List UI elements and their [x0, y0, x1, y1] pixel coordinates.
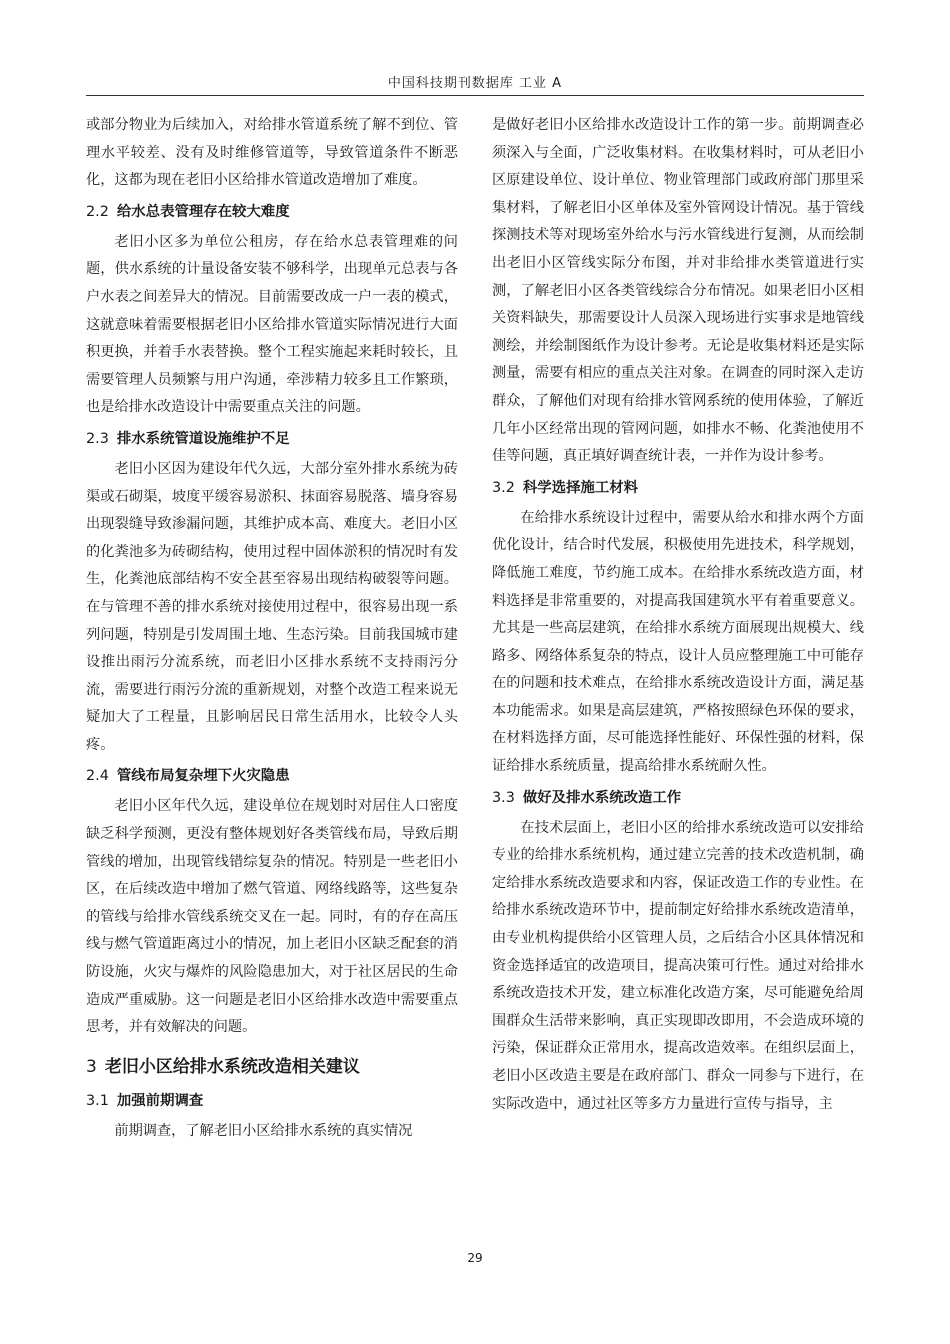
paragraph-2-3: 老旧小区因为建设年代久远，大部分室外排水系统为砖渠或石砌渠，坡度平缓容易淤积、抹面容易脱落、墙身容易出现裂缝导致渗漏问题，其维护成本高、难度大。老旧小区的化粪池多为砖砌结构，使用过程中固体淤积的情况时有发生，化粪池底部结构不安全甚至容易出现结构破裂等问题。在与管理不善的排水系统对接使用过程中，很容易出现一系列问题，特别是引发周围土地、生态污染。目前我国城市建设推出雨污分流系统，而老旧小区排水系统不支持雨污分流，需要进行雨污分流的重新规划，对整个改造工程来说无疑加大了工程量，且影响居民日常生活用水，比较令人头疼。 [86, 460, 458, 753]
paragraph-2-2: 老旧小区多为单位公租房，存在给水总表管理难的问题，供水系统的计量设备安装不够科学，出现单元总表与各户水表之间差异大的情况。目前需要改成一户一表的模式，这就意味着需要根据老旧小区给排水管道实际情况进行大面积更换，并着手水表替换。整个工程实施起来耗时较长，且需要管理人员频繁与用户沟通，牵涉精力较多且工作繁琐，也是给排水改造设计中需要重点关注的问题。 [86, 233, 458, 416]
paragraph-3-1-start: 前期调查，了解老旧小区给排水系统的真实情况 [114, 1122, 413, 1139]
section-title: 科学选择施工材料 [522, 479, 639, 496]
section-heading-2-4 [86, 761, 458, 791]
section-title: 加强前期调查 [116, 1092, 204, 1109]
section-title: 给水总表管理存在较大难度 [116, 203, 290, 220]
section-number: 2.2 [86, 203, 109, 220]
section-number: 3.2 [492, 479, 515, 496]
page-number: 29 [467, 1251, 483, 1265]
chapter-heading-3 [86, 1050, 458, 1084]
section-heading-3-3 [492, 783, 864, 813]
running-header: 中国科技期刊数据库 工业 A [387, 76, 563, 91]
section-heading-3-2 [492, 473, 864, 503]
section-heading-2-2 [86, 197, 458, 227]
paragraph-3-1-continuation: 是做好老旧小区给排水改造设计工作的第一步。前期调查必须深入与全面，广泛收集材料。在收集材料时，可从老旧小区原建设单位、设计单位、物业管理部门或政府部门那里采集材料，了解老旧小区单体及室外管网设计情况。基于管线探测技术等对现场室外给水与污水管线进行复测，从而绘制出老旧小区管线实际分布图，并对非给排水类管道进行实测，了解老旧小区各类管线综合分布情况。如果老旧小区相关资料缺失，那需要设计人员深入现场进行实事求是地管线测绘，并绘制图纸作为设计参考。无论是收集材料还是实际测量，需要有相应的重点关注对象。在调查的同时深入走访群众，了解他们对现有给排水管网系统的使用体验，了解近几年小区经常出现的管网问题，如排水不畅、化粪池使用不佳等问题，真正填好调查统计表，一并作为设计参考。 [492, 117, 864, 465]
section-heading-2-3 [86, 424, 458, 454]
section-number: 3.3 [492, 789, 515, 806]
paragraph-continuation: 或部分物业为后续加入，对给排水管道系统了解不到位、管理水平较差、没有及时维修管道等，导致管道条件不断恶化，这都为现在老旧小区给排水管道改造增加了难度。 [86, 117, 458, 189]
section-number: 3.1 [86, 1092, 109, 1109]
section-title: 排水系统管道设施维护不足 [116, 430, 290, 447]
section-number: 2.3 [86, 430, 109, 447]
chapter-number: 3 [86, 1056, 97, 1077]
right-column [492, 112, 864, 1118]
paragraph-2-4: 老旧小区年代久远，建设单位在规划时对居住人口密度缺乏科学预测，更没有整体规划好各类管线布局，导致后期管线的增加，出现管线错综复杂的情况。特别是一些老旧小区，在后续改造中增加了燃气管道、网络线路等，这些复杂的管线与给排水管线系统交叉在一起。同时，有的存在高压线与燃气管道距离过小的情况，加上老旧小区缺乏配套的消防设施，火灾与爆炸的风险隐患加大，对于社区居民的生命造成严重威胁。这一问题是老旧小区给排水改造中需要重点思考，并有效解决的问题。 [86, 798, 458, 1036]
section-title: 管线布局复杂埋下火灾隐患 [116, 768, 290, 785]
paragraph-3-3: 在技术层面上，老旧小区的给排水系统改造可以安排给专业的给排水系统机构，通过建立完善的技术改造机制，确定给排水系统改造要求和内容，保证改造工作的专业性。在给排水系统改造环节中，提前制定好给排水系统改造清单，由专业机构提供给小区管理人员，之后结合小区具体情况和资金选择适宜的改造项目，提高决策可行性。通过对给排水系统改造技术开发，建立标准化改造方案，尽可能避免给周围群众生活带来影响，真正实现即改即用，不会造成环境的污染，保证群众正常用水，提高改造效率。在组织层面上，老旧小区改造主要是在政府部门、群众一同参与下进行，在实际改造中，通过社区等多方力量进行宣传与指导，主 [492, 819, 864, 1112]
section-number: 2.4 [86, 768, 109, 785]
chapter-title: 老旧小区给排水系统改造相关建议 [104, 1056, 360, 1077]
left-column [86, 112, 458, 1145]
paragraph-3-2: 在给排水系统设计过程中，需要从给水和排水两个方面优化设计，结合时代发展，积极使用先进技术，科学规划，降低施工难度，节约施工成本。在给排水系统改造方面，材料选择是非常重要的，对提高我国建筑水平有着重要意义。尤其是一些高层建筑，在给排水系统方面展现出规模大、线路多、网络体系复杂的特点，设计人员应整理施工中可能存在的问题和技术难点，在给排水系统改造设计方面，满足基本功能需求。如果是高层建筑，严格按照绿色环保的要求，在材料选择方面，尽可能选择性能好、环保性强的材料，保证给排水系统质量，提高给排水系统耐久性。 [492, 509, 864, 775]
section-title: 做好及排水系统改造工作 [522, 789, 682, 806]
section-heading-3-1 [86, 1086, 458, 1116]
header-divider [86, 95, 864, 96]
